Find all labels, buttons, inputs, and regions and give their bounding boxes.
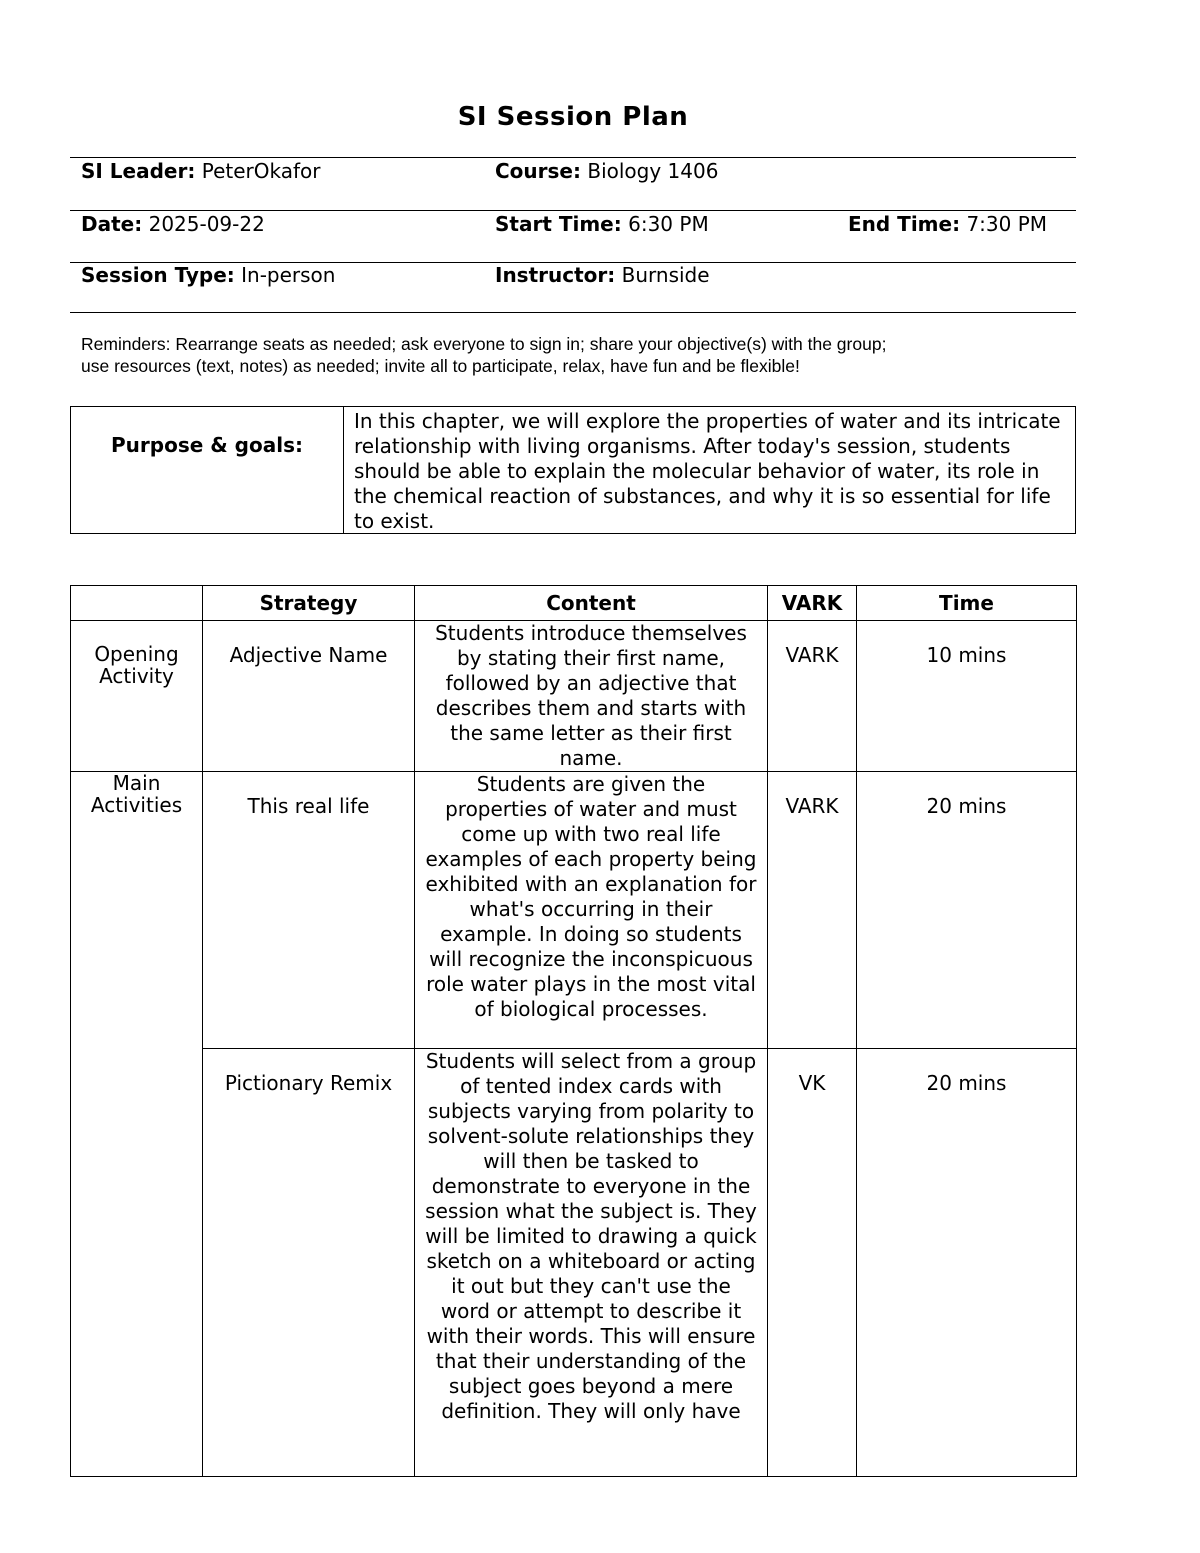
- session-type-label: Session Type:: [81, 263, 235, 287]
- purpose-box: [70, 406, 1076, 534]
- end-time-value: 7:30 PM: [966, 212, 1048, 236]
- table-row: [71, 772, 1077, 1049]
- course-field: [495, 159, 718, 183]
- date-field: [81, 212, 265, 236]
- divider: [70, 312, 1076, 313]
- column-header: [71, 586, 203, 621]
- activity-table: [70, 585, 1077, 1477]
- si-leader-field: [81, 159, 320, 183]
- column-header-content: Content: [415, 586, 768, 621]
- course-label: Course:: [495, 159, 581, 183]
- category-cell: Opening Activity: [71, 621, 203, 772]
- instructor-value: Burnside: [621, 263, 710, 287]
- date-label: Date:: [81, 212, 143, 236]
- time-cell: 10 mins: [857, 621, 1077, 772]
- column-header-time: Time: [857, 586, 1077, 621]
- purpose-label: Purpose & goals:: [71, 407, 344, 533]
- strategy-cell: Adjective Name: [203, 621, 415, 772]
- column-header-vark: VARK: [768, 586, 857, 621]
- start-time-field: [495, 212, 709, 236]
- content-cell-text: Students will select from a group of tented index cards with subjects varying from polarity to solvent-solute relationships they will then be tasked to demonstrate to everyone in the session what the subject is. They will be limited to drawing a quick sketch on a whiteboard or acting it out but they can't use the word or attempt to describe it with their words. This will ensure that their understanding of the subject goes beyond a mere definition. They will only have: [425, 1049, 757, 1423]
- column-header-strategy: Strategy: [203, 586, 415, 621]
- strategy-cell: Pictionary Remix: [203, 1049, 415, 1477]
- instructor-label: Instructor:: [495, 263, 616, 287]
- session-type-value: In-person: [241, 263, 336, 287]
- time-cell: 20 mins: [857, 1049, 1077, 1477]
- start-time-value: 6:30 PM: [628, 212, 709, 236]
- table-row: [71, 621, 1077, 772]
- instructor-field: [495, 263, 710, 287]
- reminders-line: Reminders: Rearrange seats as needed; ask everyone to sign in; share your objective(s) with the group;: [81, 334, 887, 354]
- divider: [70, 157, 1076, 158]
- page-title: SI Session Plan: [457, 102, 689, 132]
- vark-cell: VK: [768, 1049, 857, 1477]
- table-header-row: [71, 586, 1077, 621]
- date-value: 2025-09-22: [148, 212, 265, 236]
- table-row: [71, 1049, 1077, 1477]
- category-cell: Main Activities: [71, 772, 203, 1477]
- vark-cell: VARK: [768, 772, 857, 1049]
- divider: [70, 210, 1076, 211]
- session-type-field: [81, 263, 335, 287]
- strategy-cell: This real life: [203, 772, 415, 1049]
- vark-cell: VARK: [768, 621, 857, 772]
- content-cell: [415, 1049, 768, 1477]
- end-time-label: End Time:: [848, 212, 961, 236]
- content-cell: Students introduce themselves by stating their first name, followed by an adjective that describes them and starts with the same letter as their first name.: [415, 621, 768, 772]
- si-leader-value: PeterOkafor: [201, 159, 321, 183]
- time-cell: 20 mins: [857, 772, 1077, 1049]
- start-time-label: Start Time:: [495, 212, 622, 236]
- content-cell: Students are given the properties of water and must come up with two real life examples of each property being exhibited with an explanation for what's occurring in their example. In doing so students will recognize the inconspicuous role water plays in the most vital of biological processes.: [415, 772, 768, 1049]
- course-value: Biology 1406: [587, 159, 719, 183]
- end-time-field: [848, 212, 1047, 236]
- reminders: [81, 333, 1071, 377]
- purpose-text: In this chapter, we will explore the properties of water and its intricate relationship with living organisms. After today's session, students should be able to explain the molecular behavior of water, its role in the chemical reaction of substances, and why it is so essential for life to exist.: [354, 409, 1061, 533]
- reminders-line: use resources (text, notes) as needed; invite all to participate, relax, have fun and be flexible!: [81, 356, 800, 376]
- si-leader-label: SI Leader:: [81, 159, 196, 183]
